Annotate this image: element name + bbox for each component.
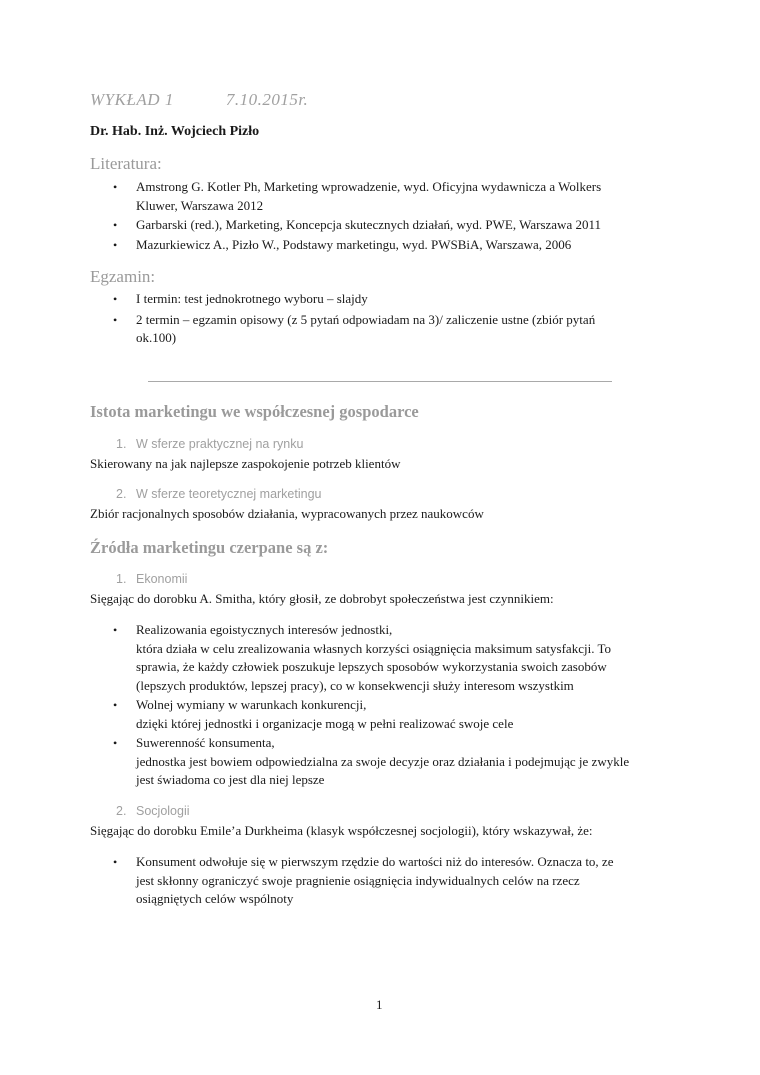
essence-heading: Istota marketingu we współczesnej gospodarce (90, 402, 419, 421)
list-item: • Amstrong G. Kotler Ph, Marketing wprowadzenie, wyd. Oficyjna wydawnicza a Wolkers Kluwer, Warszawa 2012 (113, 179, 602, 213)
essence-point-1-heading: 1. W sferze praktycznej na rynku (116, 437, 304, 451)
bullet-icon: • (113, 218, 118, 232)
list-item: • Garbarski (red.), Marketing, Koncepcja skutecznych działań, wyd. PWE, Warszawa 2011 (90, 216, 650, 235)
page-number: 1 (376, 997, 383, 1012)
economics-heading: 1. Ekonomii (116, 572, 188, 586)
literature-list (90, 178, 650, 254)
sociology-list (90, 853, 690, 909)
list-item: • Konsument odwołuje się w pierwszym rzędzie do wartości niż do interesów. Oznacza to, ze jest skłonny ograniczyć swoje pragnienie osiągnięcia indywidualnych celów na rzecz osiągniętych celów wspólnoty (113, 854, 614, 906)
literature-heading: Literatura: (90, 154, 162, 173)
list-item: • 2 termin – egzamin opisowy (z 5 pytań odpowiadam na 3)/ zaliczenie ustne (zbiór pytań ok.100) (113, 311, 596, 345)
economics-list (90, 621, 690, 790)
lecture-date: 7.10.2015r. (225, 90, 309, 109)
list-item: • Suwerenność konsumenta, jednostka jest bowiem odpowiedzialna za swoje decyzje oraz działania i podejmując je zwykle jest świadoma co jest dla niej lepsze (113, 735, 630, 787)
lecture-title: WYKŁAD 1 (90, 90, 174, 109)
bullet-icon: • (113, 292, 118, 306)
bullet-icon: • (113, 855, 118, 869)
list-item: • I termin: test jednokrotnego wyboru – slajdy (90, 290, 650, 309)
list-item: • Realizowania egoistycznych interesów jednostki, która działa w celu zrealizowania własnych korzyści osiągnięcia maksimum satysfakcji. To sprawia, że każdy człowiek poszukuje lepszych sposobów wykorzystania swoich zasobów (lepszych produktów, lepszej pracy), co w konsekwencji służy interesom wszystkim (113, 622, 611, 693)
list-item: • Wolnej wymiany w warunkach konkurencji, dzięki której jednostki i organizacje mogą w pełni realizować swoje cele (113, 697, 514, 731)
exam-heading: Egzamin: (90, 267, 156, 286)
section-divider (148, 381, 612, 382)
author-name: Dr. Hab. Inż. Wojciech Pizło (90, 124, 260, 139)
bullet-icon: • (113, 312, 118, 327)
essence-point-2-heading: 2. W sferze teoretycznej marketingu (116, 487, 322, 501)
bullet-icon: • (113, 736, 118, 750)
sources-heading: Źródła marketingu czerpane są z: (90, 538, 329, 557)
economics-intro: Sięgając do dorobku A. Smitha, który głosił, ze dobrobyt społeczeństwa jest czynnikiem: (90, 591, 554, 606)
sociology-heading: 2. Socjologii (116, 804, 190, 818)
bullet-icon: • (113, 698, 118, 712)
bullet-icon: • (113, 623, 118, 637)
list-item: • Mazurkiewicz A., Pizło W., Podstawy marketingu, wyd. PWSBiA, Warszawa, 2006 (90, 236, 650, 255)
bullet-icon: • (113, 237, 118, 252)
bullet-icon: • (113, 180, 118, 194)
exam-list (90, 290, 650, 348)
sociology-intro: Sięgając do dorobku Emile’a Durkheima (klasyk współczesnej socjologii), który wskazywał, że: (90, 823, 593, 838)
essence-point-1-text: Skierowany na jak najlepsze zaspokojenie potrzeb klientów (90, 456, 401, 471)
lecture-header (90, 90, 308, 110)
essence-point-2-text: Zbiór racjonalnych sposobów działania, wypracowanych przez naukowców (90, 506, 484, 521)
